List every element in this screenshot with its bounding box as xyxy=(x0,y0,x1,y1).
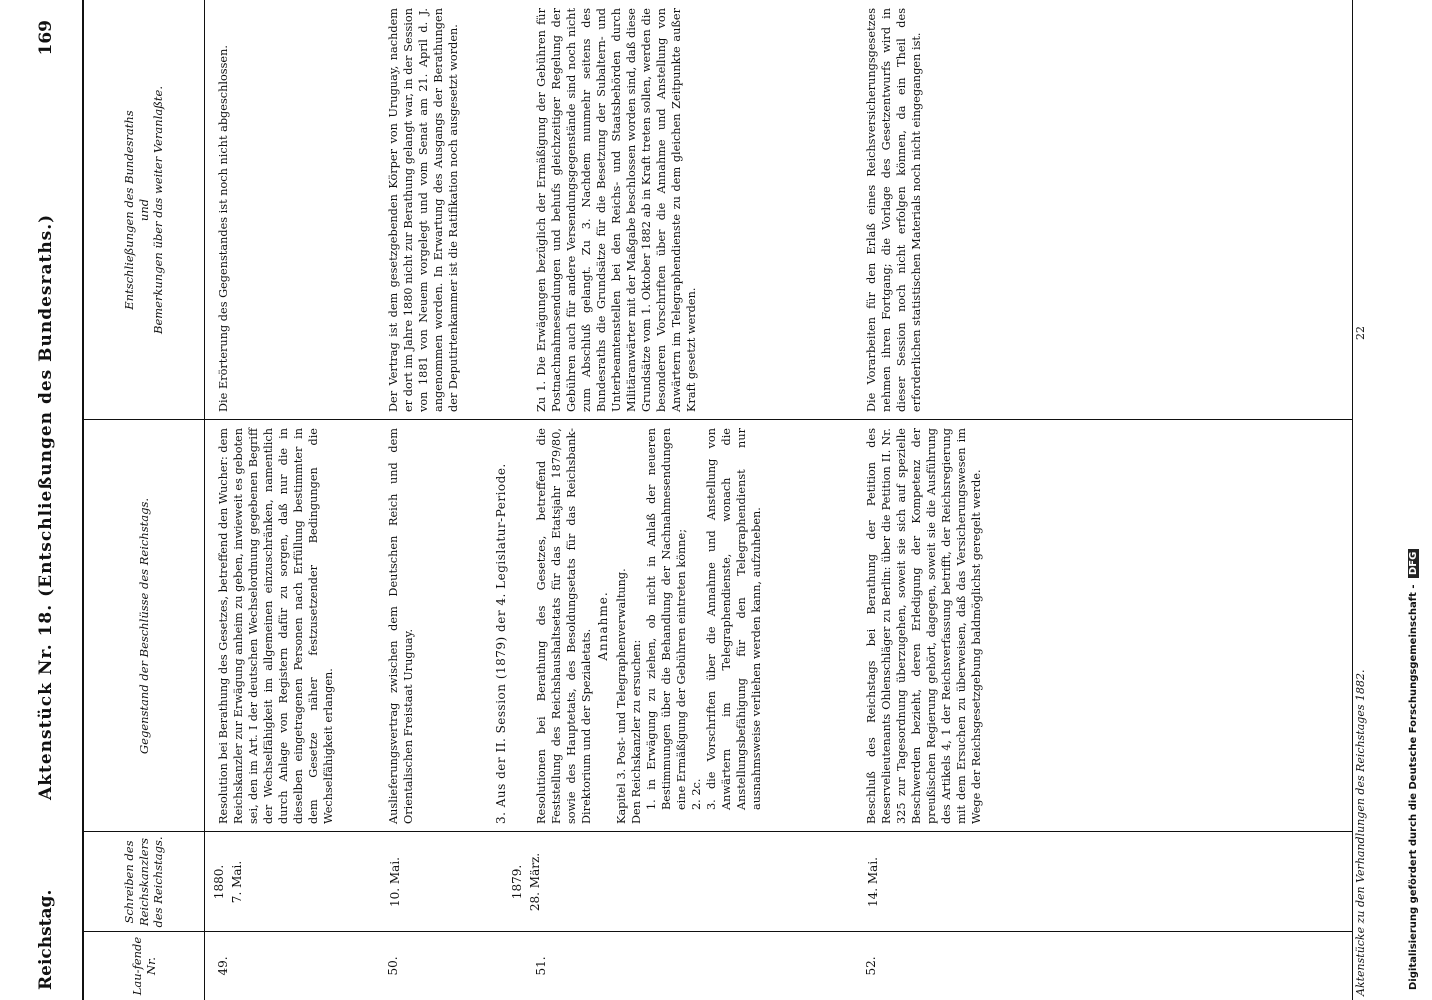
row-gegenstand: Resolutionen bei Berathung des Gesetzes, betreffend die Feststellung des Reichshaushaltsetats für das Etatsjahr 1879/80, sowie des Hauptetats, des Besoldungsetats für das Reichsbank-Direktorium und der Spezialetats. xyxy=(535,428,594,824)
row-entschliessung: Zu 1. Die Erwägungen bezüglich der Ermäßigung der Gebühren für Postnachnahmesendungen und behufs gleichzeitiger Regelung der Gebühren auch für andere Versendungsgegenstände sind noch nicht zum Abschluß gelangt. Zu 3. Nachdem nunmehr seitens des Bundesraths die Grundsätze für die Besetzung der Subaltern- und Unterbeamtenstellen bei den Reichs- und Staatsbehörden durch Militäranwärter mit der Maßgabe beschlossen worden sind, daß diese Grundsätze vom 1. Oktober 1882 ab in Kraft treten sollen, werden die besonderen Vorschriften über die Annahme und Anstellung von Anwärtern im Telegraphendienste zu dem gleichen Zeitpunkte außer Kraft gesetzt werden. xyxy=(535,8,699,412)
header-entschliessungen-line2: und xyxy=(136,198,151,222)
footer-signature: 22 xyxy=(1354,326,1367,340)
rotated-page-content xyxy=(30,0,1400,1000)
row-date-day: 7. Mai. xyxy=(230,860,244,904)
row-date xyxy=(864,832,882,932)
column-divider xyxy=(84,831,1352,832)
row-gegenstand: Beschluß des Reichstags bei Berathung der Petition des Reservelieutenants Ohlenschläger zu Berlin: über die Petition II. Nr. 325 zur Tagesordnung überzugehen, soweit sie sich auf spezielle Beschwerden bezieht, deren Erledigung der Kompetenz der preußischen Regierung gehört, dagegen, soweit sie die Ausführung des Artikels 4, 1 der Reichsverfassung betrifft, der Reichsregierung mit dem Ersuchen zu überweisen, daß das Versicherungswesen im Wege der Reichsgesetzgebung baldmöglichst geregelt werde. xyxy=(865,428,984,824)
dfg-logo: DFG xyxy=(1408,549,1419,578)
digitization-notice xyxy=(1408,0,1428,990)
row-number: 49. xyxy=(216,956,230,976)
row-date-year: 1880. xyxy=(212,864,226,900)
row-date xyxy=(508,832,544,932)
header-gegenstand: Gegenstand der Beschlüsse des Reichstags. xyxy=(136,497,151,755)
header-entschliessungen-line1: Entschließungen des Bundesraths xyxy=(122,110,137,310)
row-date xyxy=(210,832,246,932)
running-head-left: Reichstag. xyxy=(36,889,56,990)
header-entschliessungen xyxy=(84,0,204,420)
running-head-title: Aktenstück Nr. 18. (Entschließungen des Bundesraths.) xyxy=(36,213,56,800)
row-gegenstand-block xyxy=(534,428,764,824)
page-number: 169 xyxy=(36,20,56,56)
column-divider xyxy=(84,419,1352,420)
intro-text: Den Reichskanzler zu ersuchen: xyxy=(630,639,644,824)
running-head xyxy=(30,0,70,1000)
row-date xyxy=(386,832,404,932)
row-date-day: 14. Mai. xyxy=(866,857,880,907)
row-number: 52. xyxy=(864,956,878,976)
list-item: 2. 2c. xyxy=(690,778,704,810)
header-entschliessungen-line3: Bemerkungen über das weiter Veranlaßte. xyxy=(151,86,166,334)
row-entschliessung: Die Vorarbeiten für den Erlaß eines Reichsversicherungsgesetzes nehmen ihren Fortgang; die Vorlage des Gesetzentwurfs wird in dieser Session noch nicht erfolgen können, da ein Theil des erforderlichen statistischen Materials noch nicht eingegangen ist. xyxy=(865,8,924,412)
document-table xyxy=(82,0,1353,1000)
row-date-day: 10. Mai. xyxy=(388,857,402,907)
list-item: 1. in Erwägung zu ziehen, ob nicht in Anlaß der neueren Bestimmungen über die Behandlung der Nachnahmesendungen eine Ermäßigung der Gebühren eintreten könne; xyxy=(645,428,689,810)
row-date-year: 1879. xyxy=(510,864,524,900)
session-heading: 3. Aus der II. Session (1879) der 4. Legislatur-Periode. xyxy=(494,463,508,824)
kapitel-heading: Kapitel 3. Post- und Telegraphenverwaltung. xyxy=(615,568,629,824)
row-number: 51. xyxy=(534,956,548,976)
row-date-day: 28. März. xyxy=(528,852,542,912)
row-gegenstand: Auslieferungsvertrag zwischen dem Deutschen Reich und dem Orientalischen Freistaat Uruguay. xyxy=(387,428,416,824)
row-entschliessung: Die Erörterung des Gegenstandes ist noch nicht abgeschlossen. xyxy=(217,45,230,412)
header-nr: Lau-fende Nr. xyxy=(129,936,158,996)
row-gegenstand: Resolution bei Berathung des Gesetzes, betreffend den Wucher: dem Reichskanzler zur Erwägung anheim zu geben, inwieweit es geboten sei, den im Art. I der deutschen Wechselordnung gegebenen Begriff der Wechselfähigkeit im allgemeinen einzuschränken, namentlich durch Anlage von Registern dafür zu sorgen, daß nur die in dieselben eingetragenen Personen nach Erfüllung bestimmter in dem Gesetze näher festzusetzender Bedingungen die Wechselfähigkeit erlangen. xyxy=(217,428,336,824)
header-rule xyxy=(204,0,205,1000)
row-number: 50. xyxy=(386,956,400,976)
digitization-text: Digitalisierung gefördert durch die Deutsche Forschungsgemeinschaft - xyxy=(1408,584,1419,990)
footer-source: Aktenstücke zu den Verhandlungen des Reichstages 1882. xyxy=(1354,669,1367,996)
column-divider xyxy=(84,931,1352,932)
row-entschliessung: Der Vertrag ist dem gesetzgebenden Körper von Uruguay, nachdem er dort im Jahre 1880 nicht zur Berathung gelangt war, in der Session von 1881 von Neuem vorgelegt und vom Senat am 21. April d. J. angenommen worden. In Erwartung des Ausgangs der Berathungen der Deputirtenkammer ist die Ratifikation noch ausgesetzt worden. xyxy=(387,8,461,412)
list-item: 3. die Vorschriften über die Annahme und Anstellung von Anwärtern im Telegraphendienste, wonach die Anstellungsbefähigung für den Telegraphendienst nur ausnahmsweise verliehen werden kann, aufzuheben. xyxy=(705,428,764,810)
header-schreiben: Schreiben des Reichskanzlers des Reichstags. xyxy=(122,836,166,928)
annahme-label: Annahme. xyxy=(596,591,611,661)
